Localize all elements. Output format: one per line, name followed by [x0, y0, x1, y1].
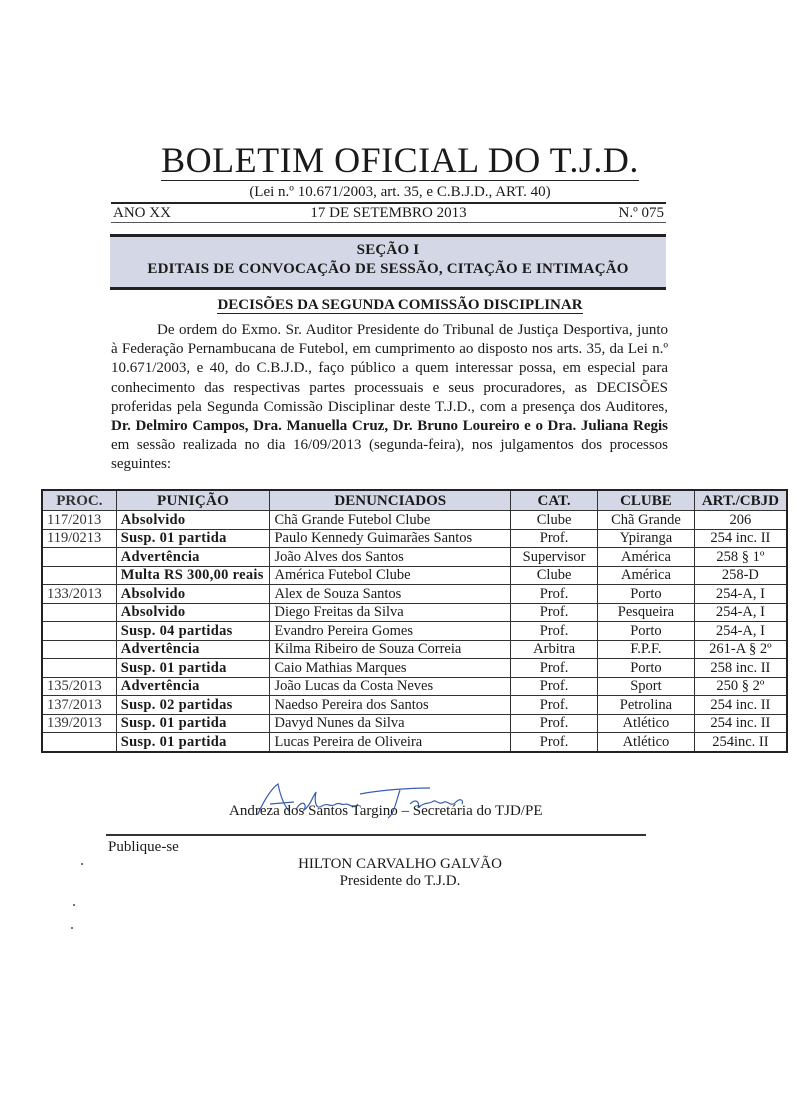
issue-meta	[113, 204, 664, 222]
cell-cat: Prof.	[511, 696, 598, 715]
publique-se: Publique-se	[108, 839, 179, 855]
president-role: Presidente do T.J.D.	[339, 873, 461, 889]
cell-art: 254-A, I	[694, 585, 787, 604]
cell-denunciado: João Alves dos Santos	[270, 548, 511, 567]
cell-punicao: Advertência	[116, 548, 270, 567]
cell-punicao: Susp. 01 partida	[116, 529, 270, 548]
scan-speck	[81, 863, 83, 865]
cell-denunciado: Davyd Nunes da Silva	[270, 714, 511, 733]
table-row	[42, 622, 787, 641]
decisions-table	[41, 489, 788, 753]
intro-paragraph	[111, 321, 668, 475]
cell-art: 258 inc. II	[694, 659, 787, 678]
cell-clube: Porto	[598, 659, 695, 678]
cell-clube: Sport	[598, 677, 695, 696]
cell-cat: Arbitra	[511, 640, 598, 659]
bulletin-title	[0, 140, 800, 180]
cell-cat: Prof.	[511, 603, 598, 622]
cell-clube: Pesqueira	[598, 603, 695, 622]
cell-punicao: Susp. 04 partidas	[116, 622, 270, 641]
col-header-punicao: PUNIÇÃO	[116, 490, 270, 511]
cell-punicao: Susp. 01 partida	[116, 659, 270, 678]
president-name: HILTON CARVALHO GALVÃO	[298, 856, 502, 872]
cell-art: 254 inc. II	[694, 714, 787, 733]
cell-denunciado: Evandro Pereira Gomes	[270, 622, 511, 641]
cell-art: 206	[694, 511, 787, 530]
cell-denunciado: Caio Mathias Marques	[270, 659, 511, 678]
bulletin-title-text: BOLETIM OFICIAL DO T.J.D.	[161, 140, 639, 180]
cell-cat: Prof.	[511, 677, 598, 696]
table-row	[42, 585, 787, 604]
header-rule-bottom	[111, 222, 666, 223]
cell-cat: Supervisor	[511, 548, 598, 567]
table-body	[42, 511, 787, 752]
cell-proc	[42, 659, 116, 678]
cell-cat: Clube	[511, 566, 598, 585]
cell-cat: Prof.	[511, 714, 598, 733]
cell-denunciado: América Futebol Clube	[270, 566, 511, 585]
cell-proc: 135/2013	[42, 677, 116, 696]
cell-denunciado: Alex de Souza Santos	[270, 585, 511, 604]
table-row	[42, 640, 787, 659]
cell-proc: 119/0213	[42, 529, 116, 548]
cell-denunciado: Lucas Pereira de Oliveira	[270, 733, 511, 752]
cell-clube: América	[598, 566, 695, 585]
col-header-art: ART./CBJD	[694, 490, 787, 511]
table-row	[42, 566, 787, 585]
issue-date: 17 DE SETEMBRO 2013	[310, 205, 467, 221]
col-header-denunciados: DENUNCIADOS	[270, 490, 511, 511]
cell-art: 254 inc. II	[694, 529, 787, 548]
cell-clube: F.P.F.	[598, 640, 695, 659]
cell-art: 254inc. II	[694, 733, 787, 752]
secretary-name: Andreza dos Santos Targino – Secretária do TJD/PE	[229, 803, 543, 819]
table-row	[42, 733, 787, 752]
issue-year: ANO XX	[113, 205, 171, 221]
cell-clube: Atlético	[598, 733, 695, 752]
cell-punicao: Absolvido	[116, 585, 270, 604]
cell-clube: América	[598, 548, 695, 567]
table-row	[42, 659, 787, 678]
cell-cat: Prof.	[511, 733, 598, 752]
cell-cat: Clube	[511, 511, 598, 530]
table-row	[42, 603, 787, 622]
auditors-names: Dr. Delmiro Campos, Dra. Manuella Cruz, Dr. Bruno Loureiro e o Dra. Juliana Regis	[111, 418, 668, 435]
section-title: EDITAIS DE CONVOCAÇÃO DE SESSÃO, CITAÇÃO E INTIMAÇÃO	[147, 261, 629, 277]
col-header-clube: CLUBE	[598, 490, 695, 511]
table-row	[42, 511, 787, 530]
intro-part1: De ordem do Exmo. Sr. Auditor Presidente do Tribunal de Justiça Desportiva, junto à Federação Pernambucana de Futebol, em cumprimento ao disposto nos arts. 35, da Lei n.º 10.671/2003, e 40, do C.B.J.D., faço público a quem interessar possa, em especial para conhecimento das respectivas partes processuais e seus procuradores, as DECISÕES proferidas pela Segunda Comissão Disciplinar deste T.J.D., com a presença dos Auditores,	[111, 322, 668, 415]
cell-punicao: Advertência	[116, 677, 270, 696]
cell-cat: Prof.	[511, 585, 598, 604]
table-row	[42, 714, 787, 733]
cell-art: 254-A, I	[694, 603, 787, 622]
cell-denunciado: Paulo Kennedy Guimarães Santos	[270, 529, 511, 548]
cell-art: 254-A, I	[694, 622, 787, 641]
cell-denunciado: Chã Grande Futebol Clube	[270, 511, 511, 530]
cell-cat: Prof.	[511, 659, 598, 678]
cell-clube: Petrolina	[598, 696, 695, 715]
cell-proc	[42, 622, 116, 641]
legal-reference: (Lei n.º 10.671/2003, art. 35, e C.B.J.D., ART. 40)	[249, 184, 551, 200]
cell-punicao: Susp. 01 partida	[116, 733, 270, 752]
decisions-heading	[0, 296, 800, 314]
cell-denunciado: Diego Freitas da Silva	[270, 603, 511, 622]
cell-art: 254 inc. II	[694, 696, 787, 715]
cell-denunciado: João Lucas da Costa Neves	[270, 677, 511, 696]
col-header-proc: PROC.	[42, 490, 116, 511]
cell-art: 261-A § 2º	[694, 640, 787, 659]
section-label: SEÇÃO I	[356, 242, 420, 258]
cell-punicao: Advertência	[116, 640, 270, 659]
cell-proc: 133/2013	[42, 585, 116, 604]
cell-denunciado: Naedso Pereira dos Santos	[270, 696, 511, 715]
cell-clube: Porto	[598, 585, 695, 604]
decisions-heading-text: DECISÕES DA SEGUNDA COMISSÃO DISCIPLINAR	[217, 297, 583, 313]
cell-punicao: Absolvido	[116, 603, 270, 622]
table-header-row	[42, 490, 787, 511]
cell-clube: Atlético	[598, 714, 695, 733]
issue-number: N.º 075	[618, 205, 664, 221]
scan-speck	[71, 927, 73, 929]
cell-punicao: Susp. 02 partidas	[116, 696, 270, 715]
cell-proc	[42, 548, 116, 567]
section-band	[110, 234, 666, 290]
cell-art: 258-D	[694, 566, 787, 585]
cell-art: 258 § 1º	[694, 548, 787, 567]
cell-proc	[42, 566, 116, 585]
cell-clube: Porto	[598, 622, 695, 641]
table-row	[42, 696, 787, 715]
cell-punicao: Multa RS 300,00 reais	[116, 566, 270, 585]
table-row	[42, 529, 787, 548]
table-row	[42, 677, 787, 696]
cell-proc	[42, 733, 116, 752]
cell-proc	[42, 603, 116, 622]
cell-punicao: Absolvido	[116, 511, 270, 530]
cell-proc: 139/2013	[42, 714, 116, 733]
cell-art: 250 § 2º	[694, 677, 787, 696]
cell-denunciado: Kilma Ribeiro de Souza Correia	[270, 640, 511, 659]
table-row	[42, 548, 787, 567]
cell-proc: 117/2013	[42, 511, 116, 530]
col-header-cat: CAT.	[511, 490, 598, 511]
cell-proc	[42, 640, 116, 659]
intro-part2: em sessão realizada no dia 16/09/2013 (segunda-feira), nos julgamentos dos processos seguintes:	[111, 437, 668, 473]
cell-cat: Prof.	[511, 529, 598, 548]
cell-clube: Ypiranga	[598, 529, 695, 548]
cell-cat: Prof.	[511, 622, 598, 641]
cell-clube: Chã Grande	[598, 511, 695, 530]
scan-speck	[73, 904, 75, 906]
cell-punicao: Susp. 01 partida	[116, 714, 270, 733]
signature-rule	[106, 834, 646, 836]
cell-proc: 137/2013	[42, 696, 116, 715]
